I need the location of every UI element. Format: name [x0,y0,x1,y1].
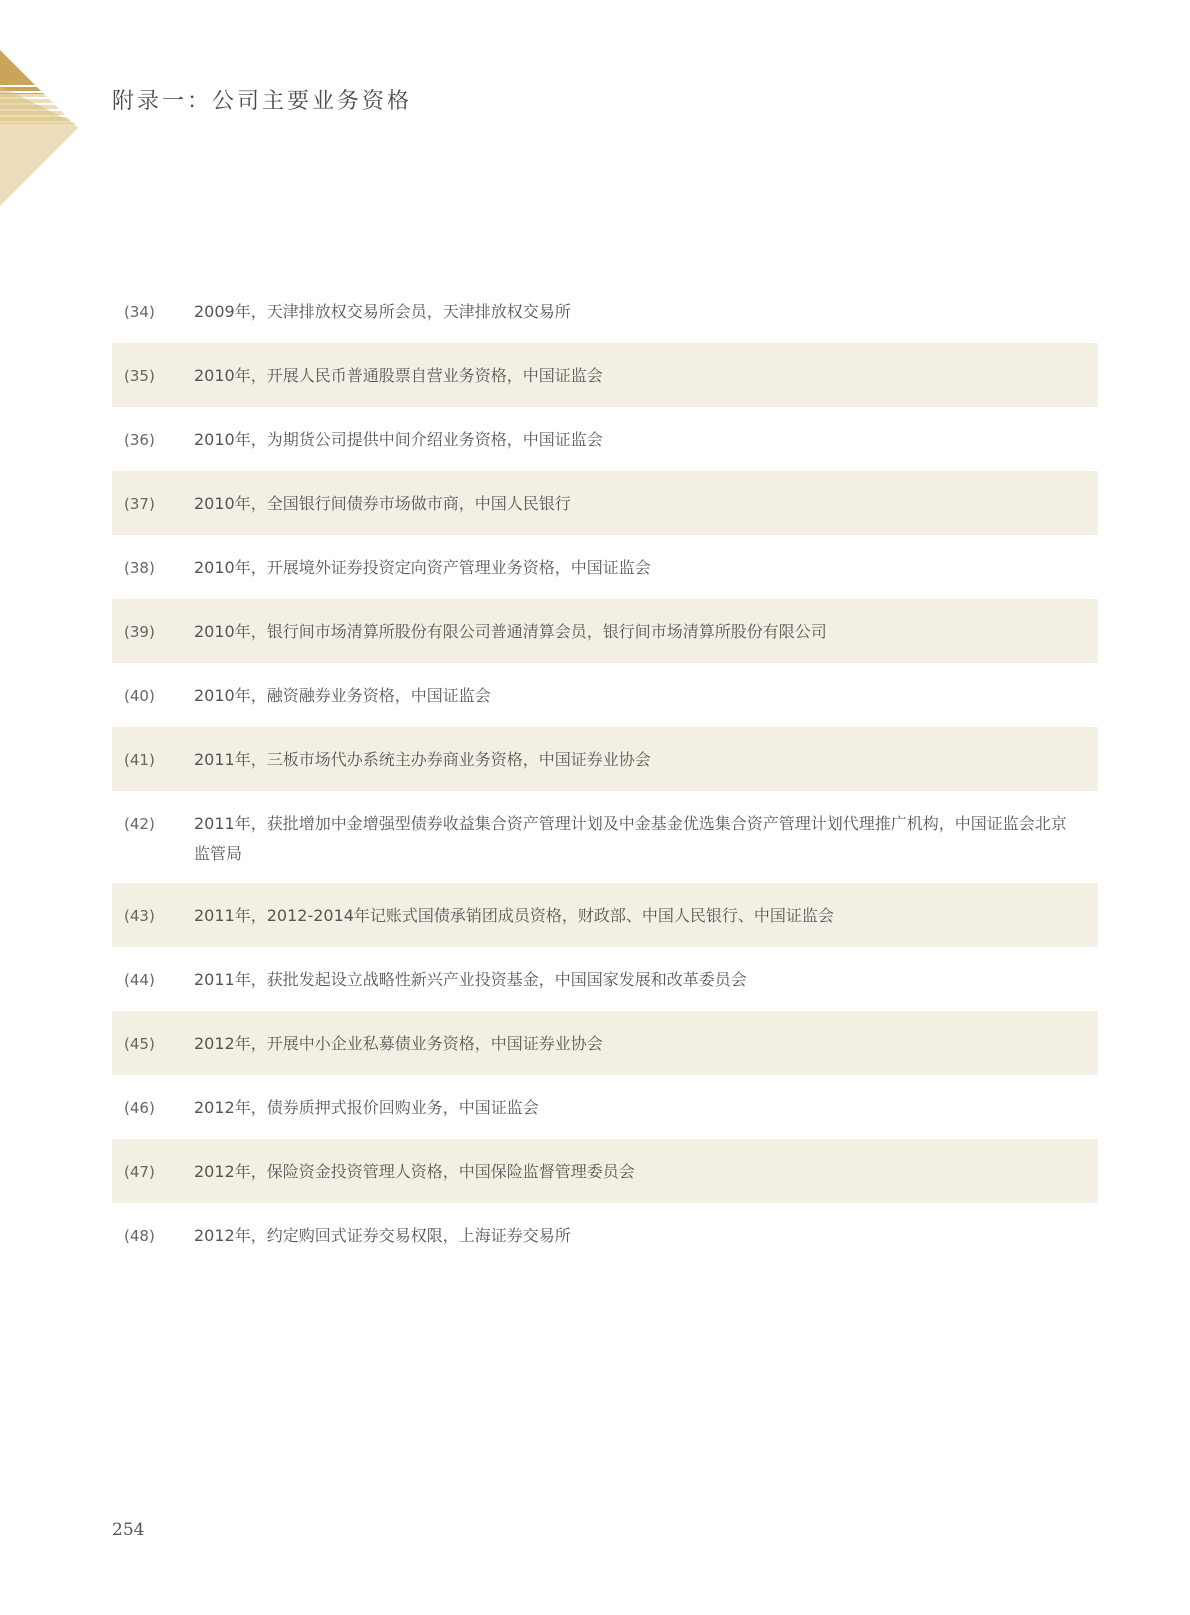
item-number: (48) [124,1227,155,1245]
item-text: 2010年，融资融券业务资格，中国证监会 [194,686,491,705]
list-item [112,727,1098,791]
list-item [112,535,1098,599]
item-text: 2011年，获批增加中金增强型债券收益集合资产管理计划及中金基金优选集合资产管理计划代理推广机构，中国证监会北京监管局 [194,814,1067,863]
list-item [112,1203,1098,1267]
list-item [112,343,1098,407]
page-number: 254 [112,1520,145,1540]
item-text: 2011年，三板市场代办系统主办券商业务资格，中国证券业协会 [194,750,651,769]
item-number: (34) [124,303,155,321]
item-number: (46) [124,1099,155,1117]
item-number: (39) [124,623,155,641]
item-number: (47) [124,1163,155,1181]
list-item [112,883,1098,947]
item-text: 2010年，开展境外证券投资定向资产管理业务资格，中国证监会 [194,558,651,577]
item-number: (35) [124,367,155,385]
item-text: 2011年，获批发起设立战略性新兴产业投资基金，中国国家发展和改革委员会 [194,970,747,989]
item-text: 2012年，约定购回式证券交易权限，上海证券交易所 [194,1226,571,1245]
list-item [112,1139,1098,1203]
item-text: 2010年，银行间市场清算所股份有限公司普通清算会员，银行间市场清算所股份有限公司 [194,622,827,641]
item-number: (38) [124,559,155,577]
item-text: 2010年，开展人民币普通股票自营业务资格，中国证监会 [194,366,603,385]
item-text: 2012年，保险资金投资管理人资格，中国保险监督管理委员会 [194,1162,635,1181]
item-text: 2009年，天津排放权交易所会员，天津排放权交易所 [194,302,571,321]
item-number: (44) [124,971,155,989]
list-item [112,1011,1098,1075]
list-item [112,663,1098,727]
item-number: (36) [124,431,155,449]
list-item [112,471,1098,535]
page-title: 附录一：公司主要业务资格 [112,89,413,114]
item-number: (45) [124,1035,155,1053]
list-item [112,947,1098,1011]
item-text: 2010年，为期货公司提供中间介绍业务资格，中国证监会 [194,430,603,449]
item-text: 2012年，债券质押式报价回购业务，中国证监会 [194,1098,539,1117]
item-number: (43) [124,907,155,925]
item-text: 2011年，2012-2014年记账式国债承销团成员资格，财政部、中国人民银行、中国证监会 [194,906,834,925]
corner-decoration [0,0,80,215]
item-number: (40) [124,687,155,705]
item-number: (37) [124,495,155,513]
list-item [112,279,1098,343]
item-number: (42) [124,815,155,833]
list-item [112,791,1098,883]
item-text: 2010年，全国银行间债券市场做市商，中国人民银行 [194,494,571,513]
list-item [112,407,1098,471]
qualification-list [112,279,1098,1267]
item-number: (41) [124,751,155,769]
list-item [112,599,1098,663]
item-text: 2012年，开展中小企业私募债业务资格，中国证券业协会 [194,1034,603,1053]
list-item [112,1075,1098,1139]
